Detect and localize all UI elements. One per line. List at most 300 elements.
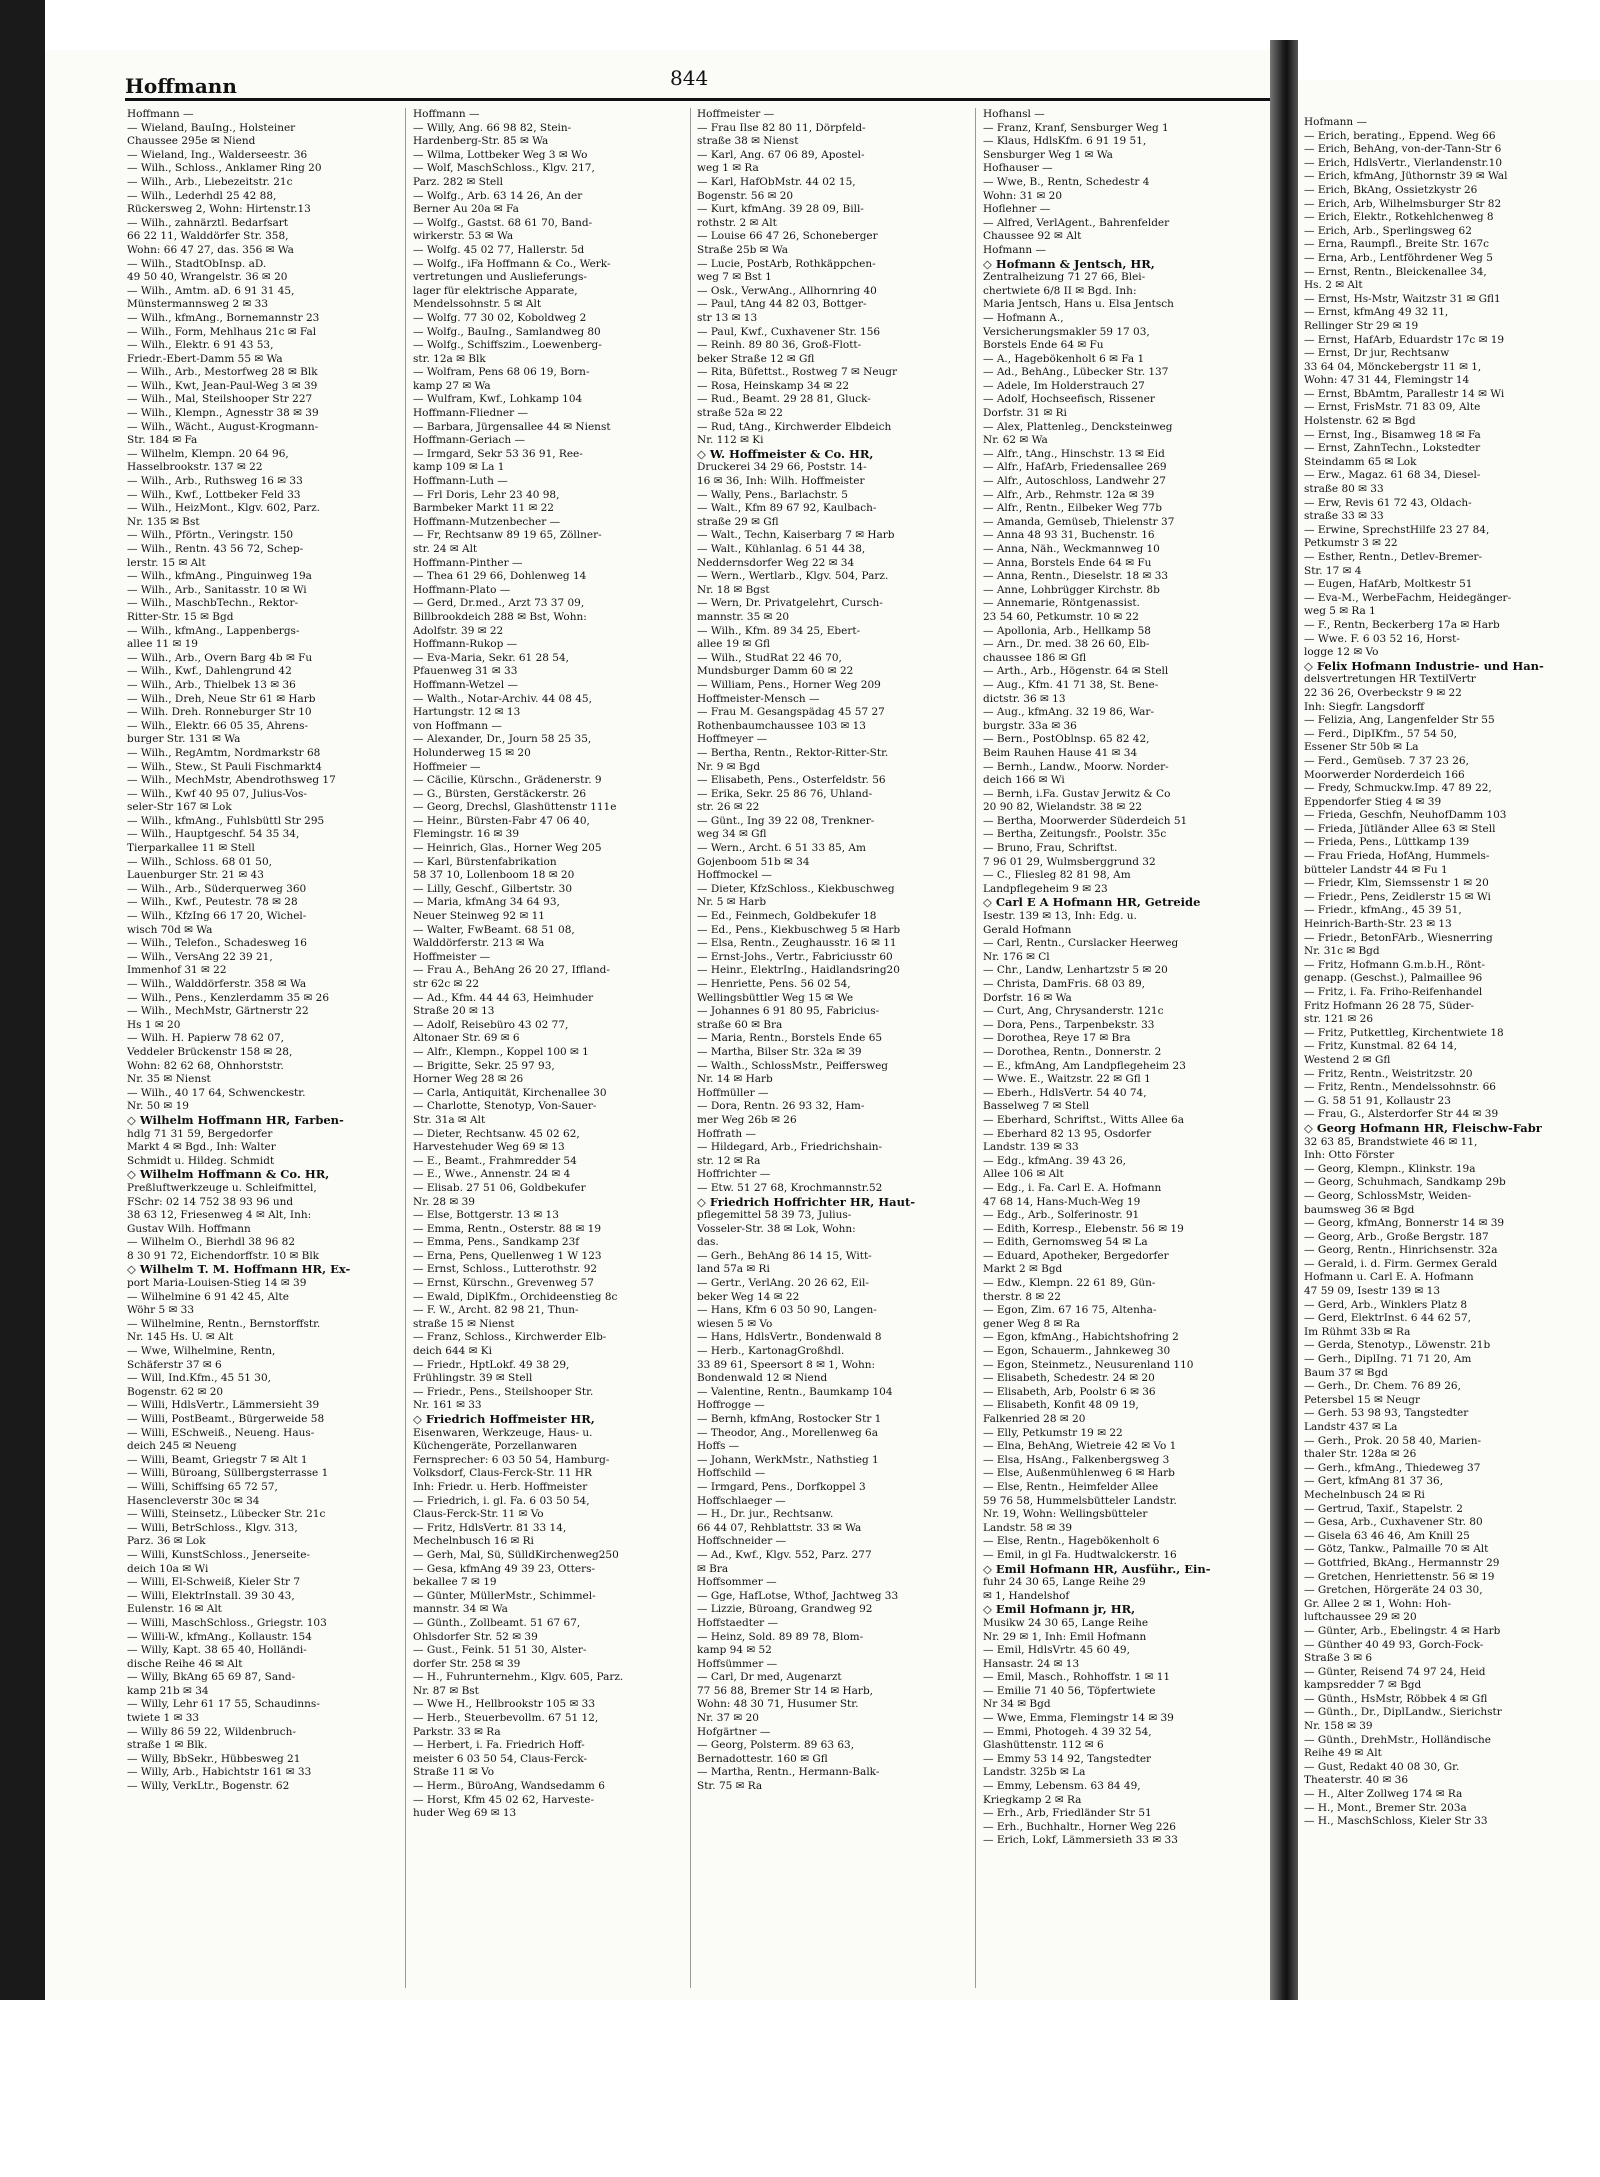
directory-entry: Nr. 176 ✉ Cl	[983, 950, 1050, 963]
directory-entry: — Else, Rentn., Heimfelder Allee	[983, 1480, 1159, 1493]
directory-entry: Wohn: 66 47 27, das. 356 ✉ Wa	[127, 243, 294, 256]
directory-entry: — Wwe. E., Waitzstr. 22 ✉ Gfl 1	[983, 1073, 1151, 1086]
directory-entry: fuhr 24 30 65, Lange Reihe 29	[983, 1576, 1146, 1589]
directory-entry: — Wilh., Arb., Overn Barg 4b ✉ Fu	[127, 651, 313, 664]
directory-entry: — Wilh., 40 17 64, Schwenckestr.	[127, 1086, 306, 1099]
directory-entry: Nr. 19, Wohn: Wellingsbütteler	[983, 1508, 1148, 1521]
directory-entry: — Gerd, Dr.med., Arzt 73 37 09,	[413, 597, 585, 610]
directory-entry: Mendelssohnstr. 5 ✉ Alt	[413, 298, 542, 311]
directory-entry: Hoffmann-Pinther —	[413, 556, 523, 569]
directory-entry: beker Weg 14 ✉ 22	[697, 1290, 800, 1303]
directory-entry: Sensburger Weg 1 ✉ Wa	[983, 148, 1113, 161]
directory-entry: — Heinz, Sold. 89 89 78, Blom-	[697, 1630, 864, 1643]
directory-entry: — Wolfg., Arb. 63 14 26, An der	[413, 189, 583, 202]
directory-entry: — Willi, MaschSchloss., Griegstr. 103	[127, 1616, 327, 1629]
directory-entry: — Carla, Antiquität, Kirchenallee 30	[413, 1086, 607, 1099]
directory-entry: Hoffmeister —	[697, 108, 775, 120]
firm-entry: ◇ Wilhelm Hoffmann HR, Farben-	[127, 1113, 344, 1127]
directory-entry: Versicherungsmakler 59 17 03,	[983, 325, 1150, 338]
directory-entry: — Willi, Schiffsing 65 72 57,	[127, 1480, 278, 1493]
directory-entry: — Friedrich, i. gl. Fa. 6 03 50 54,	[413, 1494, 590, 1507]
directory-entry: — Egon, Schauerm., Jahnkeweg 30	[983, 1345, 1171, 1358]
directory-entry: — Wilh., Pens., Kenzlerdamm 35 ✉ 26	[127, 991, 329, 1004]
directory-entry: — Elly, Petkumstr 19 ✉ 22	[983, 1426, 1123, 1439]
directory-entry: ✉ Bra	[697, 1562, 729, 1575]
directory-entry: 33 89 61, Speersort 8 ✉ 1, Wohn:	[697, 1358, 876, 1371]
directory-entry: mannstr. 34 ✉ Wa	[413, 1603, 508, 1616]
directory-entry: weg 34 ✉ Gfl	[697, 828, 767, 841]
directory-entry: Isestr. 139 ✉ 13, Inh: Edg. u.	[983, 910, 1137, 923]
directory-entry: — Lizzie, Büroang, Grandweg 92	[697, 1603, 873, 1616]
directory-entry: therstr. 8 ✉ 22	[983, 1290, 1061, 1303]
directory-entry: — Günth., HsMstr, Röbbek 4 ✉ Gfl	[1304, 1692, 1488, 1705]
directory-entry: Wohn: 47 31 44, Flemingstr 14	[1304, 374, 1470, 387]
directory-entry: — Thea 61 29 66, Dohlenweg 14	[413, 570, 587, 583]
directory-entry: Hoffmann-Geriach —	[413, 434, 525, 447]
directory-entry: — Lucie, PostArb, Rothkäppchen-	[697, 257, 876, 270]
directory-entry: — Bertha, Moorwerder Süderdeich 51	[983, 814, 1188, 827]
directory-entry: Str. 17 ✉ 4	[1304, 564, 1362, 577]
directory-entry: seler-Str 167 ✉ Lok	[127, 801, 232, 814]
directory-entry: dische Reihe 46 ✉ Alt	[127, 1657, 243, 1670]
directory-entry: — Gerh. 53 98 93, Tangstedter	[1304, 1407, 1469, 1420]
directory-entry: 47 59 09, Isestr 139 ✉ 13	[1304, 1285, 1441, 1298]
directory-entry: 47 68 14, Hans-Much-Weg 19	[983, 1195, 1141, 1208]
page-title: Hoffmann	[125, 74, 237, 98]
directory-entry: 38 63 12, Friesenweg 4 ✉ Alt, Inh:	[127, 1209, 312, 1222]
directory-entry: Frühlingstr. 39 ✉ Stell	[413, 1372, 533, 1385]
directory-entry: — Frieda, Geschfn, NeuhofDamm 103	[1304, 809, 1507, 822]
directory-entry: — Ernst, kfmAng 49 32 11,	[1304, 306, 1449, 319]
directory-entry: — Edg., kfmAng. 39 43 26,	[983, 1154, 1127, 1167]
directory-entry: — Emil, in gl Fa. Hudtwalckerstr. 16	[983, 1548, 1177, 1561]
directory-entry: Hoffrath —	[697, 1127, 757, 1140]
directory-entry: — Friedr, Klm, Siemssenstr 1 ✉ 20	[1304, 877, 1489, 890]
directory-entry: Borstels Ende 64 ✉ Fu	[983, 339, 1104, 352]
directory-entry: — Amanda, Gemüseb, Thielenstr 37	[983, 515, 1175, 528]
directory-entry: Inh: Friedr. u. Herb. Hoffmeister	[413, 1480, 588, 1493]
directory-entry: — Adolf, Reisebüro 43 02 77,	[413, 1018, 569, 1031]
directory-entry: — Aug., kfmAng. 32 19 86, War-	[983, 706, 1155, 719]
directory-entry: — Wwe, B., Rentn, Schedestr 4	[983, 175, 1150, 188]
directory-entry: — Louise 66 47 26, Schoneberger	[697, 230, 878, 243]
directory-entry: — Dieter, KfzSchloss., Kiekbuschweg	[697, 882, 895, 895]
directory-entry: Schäferstr 37 ✉ 6	[127, 1358, 222, 1371]
directory-entry: Landstr 437 ✉ La	[1304, 1421, 1398, 1433]
directory-entry: — Günth., DrehMstr., Holländische	[1304, 1733, 1491, 1746]
directory-entry: Hoffmann —	[413, 108, 480, 120]
directory-entry: Hoffmann-Plato —	[413, 583, 511, 596]
directory-entry: — Johann, WerkMstr., Nathstieg 1	[697, 1453, 879, 1466]
header-rule	[125, 98, 1270, 101]
directory-entry: — Eva-M., WerbeFachm, Heidegänger-	[1304, 591, 1512, 604]
directory-entry: logge 12 ✉ Vo	[1304, 646, 1379, 659]
directory-entry: — Günt., Ing 39 22 08, Trenkner-	[697, 814, 875, 827]
directory-entry: pflegemittel 58 39 73, Julius-	[697, 1209, 852, 1222]
directory-entry: — Valentine, Rentn., Baumkamp 104	[697, 1385, 893, 1398]
directory-entry: — Ernst-Johs., Vertr., Fabriciusstr 60	[697, 950, 893, 963]
directory-entry: Lauenburger Str. 21 ✉ 43	[127, 869, 264, 882]
directory-entry: — Friedr., HptLokf. 49 38 29,	[413, 1358, 570, 1371]
directory-entry: Hoffmüller —	[697, 1086, 769, 1099]
directory-entry: mer Weg 26b ✉ 26	[697, 1113, 797, 1126]
directory-entry: — Wilh., Kwf., Peutestr. 78 ✉ 28	[127, 896, 298, 909]
firm-entry: ◇ Emil Hofmann HR, Ausführ., Ein-	[983, 1562, 1211, 1576]
directory-entry: straße 80 ✉ 33	[1304, 483, 1384, 496]
directory-entry: — Reinh. 89 80 36, Groß-Flott-	[697, 339, 862, 352]
directory-entry: — Arn., Dr. med. 38 26 60, Elb-	[983, 638, 1150, 651]
directory-entry: Mechelnbusch 16 ✉ Ri	[413, 1535, 534, 1548]
directory-entry: — Georg, Klempn., Klinkstr. 19a	[1304, 1162, 1476, 1175]
directory-entry: bekallee 7 ✉ 19	[413, 1576, 497, 1589]
directory-entry: Gojenboom 51b ✉ 34	[697, 855, 810, 868]
directory-entry: — Elna, BehAng, Wietreie 42 ✉ Vo 1	[983, 1440, 1177, 1453]
directory-entry: Hoffschneider —	[697, 1535, 787, 1548]
directory-entry: — Elisabeth, Pens., Osterfeldstr. 56	[697, 774, 886, 787]
directory-entry: — Gretchen, Henriettenstr. 56 ✉ 19	[1304, 1570, 1495, 1583]
directory-entry: — Wolfg., Gastst. 68 61 70, Band-	[413, 216, 593, 229]
directory-entry: Landstr. 139 ✉ 33	[983, 1141, 1079, 1154]
directory-entry: — Frl Doris, Lehr 23 40 98,	[413, 488, 560, 501]
directory-entry: Hofgärtner —	[697, 1725, 771, 1738]
directory-entry: — Elisabeth, Arb, Poolstr 6 ✉ 36	[983, 1385, 1156, 1398]
directory-entry: — Willy, Ang. 66 98 82, Stein-	[413, 121, 572, 134]
directory-entry: 16 ✉ 36, Inh: Wilh. Hoffmeister	[697, 475, 865, 488]
directory-entry: — Christa, DamFris. 68 03 89,	[983, 978, 1146, 990]
directory-entry: 7 96 01 29, Wulmsberggrund 32	[983, 855, 1156, 868]
directory-entry: str. 26 ✉ 22	[697, 801, 760, 814]
directory-entry: Hoffrogge —	[697, 1399, 765, 1412]
directory-entry: — Wieland, BauIng., Holsteiner	[127, 121, 296, 134]
directory-entry: — Klaus, HdlsKfm. 6 91 19 51,	[983, 135, 1147, 148]
directory-entry: lager für elektrische Apparate,	[413, 284, 578, 297]
directory-entry: — Walt., Kühlanlag. 6 51 44 38,	[697, 543, 866, 555]
directory-entry: — Frau A., BehAng 26 20 27, Iffland-	[413, 964, 610, 977]
directory-entry: — Wern, Dr. Privatgelehrt, Cursch-	[697, 597, 883, 610]
directory-entry: weg 5 ✉ Ra 1	[1304, 605, 1376, 618]
directory-entry: — Wilh., Walddörferstr. 358 ✉ Wa	[127, 978, 307, 990]
directory-entry: — Edg., Arb., Solferinostr. 91	[983, 1209, 1140, 1222]
directory-entry: Claus-Ferck-Str. 11 ✉ Vo	[413, 1508, 544, 1521]
directory-entry: — Wolfram, Pens 68 06 19, Born-	[413, 366, 590, 379]
directory-entry: 58 37 10, Lollenboom 18 ✉ 20	[413, 869, 575, 882]
directory-entry: — Günther 40 49 93, Gorch-Fock-	[1304, 1638, 1484, 1651]
directory-entry: — Will, Ind.Kfm., 45 51 30,	[127, 1372, 271, 1385]
directory-entry: Hofmann u. Carl E. A. Hofmann	[1304, 1271, 1474, 1284]
directory-entry: weg 7 ✉ Bst 1	[697, 271, 772, 284]
directory-entry: — Wilh., MechMstr, Abendrothsweg 17	[127, 774, 336, 787]
directory-entry: deich 644 ✉ Ki	[413, 1345, 492, 1358]
directory-entry: — Eduard, Apotheker, Bergedorfer	[983, 1249, 1169, 1262]
directory-entry: — Frau Frieda, HofAng, Hummels-	[1304, 850, 1490, 863]
directory-entry: deich 166 ✉ Wi	[983, 774, 1065, 787]
directory-entry: — Carl, Dr med, Augenarzt	[697, 1671, 842, 1684]
directory-page	[45, 50, 1270, 2000]
directory-entry: Hoffmann-Mutzenbecher —	[413, 515, 561, 528]
directory-entry: Gustav Wilh. Hoffmann	[127, 1222, 251, 1235]
directory-entry: — Gerh., Prok. 20 58 40, Marien-	[1304, 1434, 1482, 1447]
directory-entry: — Fritz, Kunstmal. 82 64 14,	[1304, 1040, 1458, 1053]
directory-entry: — Ed., Feinmech, Goldbekufer 18	[697, 910, 877, 923]
directory-entry: — Willi, Steinsetz., Lübecker Str. 21c	[127, 1508, 326, 1521]
directory-entry: — Wilh., Rentn. 43 56 72, Schep-	[127, 543, 304, 555]
directory-entry: — Hans, HdlsVertr., Bondenwald 8	[697, 1331, 882, 1344]
directory-entry: Westend 2 ✉ Gfl	[1304, 1053, 1391, 1066]
directory-entry: — Hofmann A.,	[983, 311, 1064, 324]
directory-entry: — Walth., Notar-Archiv. 44 08 45,	[413, 692, 592, 705]
directory-entry: — Erw., Magaz. 61 68 34, Diesel-	[1304, 469, 1481, 482]
directory-entry: — Alfr., Autoschloss, Landwehr 27	[983, 475, 1166, 488]
directory-entry: — Gretchen, Hörgeräte 24 03 30,	[1304, 1584, 1483, 1597]
directory-entry: — Emmy 53 14 92, Tangstedter	[983, 1752, 1152, 1765]
directory-entry: — Willi, El-Schweiß, Kieler Str 7	[127, 1576, 301, 1589]
directory-entry: — Barbara, Jürgensallee 44 ✉ Nienst	[413, 420, 611, 433]
directory-entry: — Wilh., MaschbTechn., Rektor-	[127, 597, 299, 610]
directory-entry: Wohn: 31 ✉ 20	[983, 189, 1062, 202]
directory-entry: str. 121 ✉ 26	[1304, 1013, 1374, 1026]
directory-entry: — Rosa, Heinskamp 34 ✉ 22	[697, 379, 850, 392]
directory-entry: Hoffmockel —	[697, 869, 772, 882]
directory-entry: wiesen 5 ✉ Vo	[697, 1317, 773, 1330]
directory-entry: — Wilh., Lederhdl 25 42 88,	[127, 189, 277, 202]
directory-entry: Schmidt u. Hildeg. Schmidt	[127, 1154, 275, 1167]
directory-entry: Hoffrichter —	[697, 1168, 771, 1181]
directory-entry: Nr. 145 Hs. U. ✉ Alt	[127, 1331, 234, 1344]
directory-entry: — Wilh., Elektr. 66 05 35, Ahrens-	[127, 719, 309, 732]
directory-entry: — Egon, kfmAng., Habichtshofring 2	[983, 1331, 1179, 1344]
directory-entry: — Wolfg., iFa Hoffmann & Co., Werk-	[413, 257, 611, 270]
directory-entry: — Fritz, Hofmann G.m.b.H., Rönt-	[1304, 958, 1486, 971]
directory-entry: — Emil, Masch., Rohhoffstr. 1 ✉ 11	[983, 1671, 1171, 1684]
directory-entry: — Maria, Rentn., Borstels Ende 65	[697, 1032, 883, 1045]
directory-entry: port Maria-Louisen-Stieg 14 ✉ 39	[127, 1277, 307, 1290]
directory-entry: — Wolfg. 45 02 77, Hallerstr. 5d	[413, 243, 585, 256]
directory-entry: Chaussee 295e ✉ Niend	[127, 135, 256, 148]
directory-entry: — Günth., Dr., DiplLandw., Sierichstr	[1304, 1706, 1502, 1719]
directory-entry: Hoffmann-Fliedner —	[413, 407, 528, 420]
directory-entry: — Wilh., StadtObInsp. aD.	[127, 257, 267, 270]
directory-entry: — Walt., Techn, Kaiserbarg 7 ✉ Harb	[697, 529, 895, 542]
directory-entry: Straße 11 ✉ Vo	[413, 1766, 495, 1779]
directory-entry: — Henriette, Pens. 56 02 54,	[697, 978, 851, 990]
directory-entry: Allee 106 ✉ Alt	[983, 1168, 1064, 1181]
firm-entry: ◇ Hofmann & Jentsch, HR,	[983, 257, 1155, 271]
directory-entry: Flemingstr. 16 ✉ 39	[413, 828, 519, 841]
directory-entry: Nr. 50 ✉ 19	[127, 1100, 189, 1113]
directory-entry: Walddörferstr. 213 ✉ Wa	[413, 937, 545, 950]
directory-entry: — Wilh., Arb., Sanitasstr. 10 ✉ Wi	[127, 583, 307, 596]
directory-entry: huder Weg 69 ✉ 13	[413, 1807, 517, 1820]
directory-entry: — Willy 86 59 22, Wildenbruch-	[127, 1725, 296, 1738]
directory-entry: Inh: Siegfr. Langsdorff	[1304, 700, 1425, 713]
directory-entry: — Egon, Zim. 67 16 75, Altenha-	[983, 1304, 1157, 1317]
directory-entry: — E., Beamt., Frahmredder 54	[413, 1154, 577, 1167]
directory-entry: — E., Wwe., Annenstr. 24 ✉ 4	[413, 1168, 571, 1181]
directory-entry: Friedr.-Ebert-Damm 55 ✉ Wa	[127, 352, 283, 365]
directory-entry: — Eugen, HafArb, Moltkestr 51	[1304, 578, 1473, 591]
directory-entry: luftchaussee 29 ✉ 20	[1304, 1611, 1417, 1624]
directory-entry: — Wwe, Wilhelmine, Rentn,	[127, 1345, 276, 1358]
directory-entry: Hoffsümmer —	[697, 1657, 778, 1670]
directory-entry: thaler Str. 128a ✉ 26	[1304, 1448, 1417, 1461]
directory-entry: — Herb., Steuerbevollm. 67 51 12,	[413, 1712, 599, 1725]
directory-entry: Ohlsdorfer Str. 52 ✉ 39	[413, 1630, 538, 1643]
directory-entry: allee 19 ✉ Gfl	[697, 638, 770, 651]
directory-entry: — Gerh., BehAng 86 14 15, Witt-	[697, 1249, 872, 1262]
directory-entry: Hardenberg-Str. 85 ✉ Wa	[413, 135, 549, 148]
directory-entry: — G., Bürsten, Gerstäckerstr. 26	[413, 787, 587, 800]
directory-entry: Rothenbaumchaussee 103 ✉ 13	[697, 719, 866, 732]
directory-entry: — Friedr., Pens., Steilshooper Str.	[413, 1385, 594, 1398]
directory-entry: Barmbeker Markt 11 ✉ 22	[413, 502, 554, 515]
directory-entry: Fernsprecher: 6 03 50 54, Hamburg-	[413, 1453, 610, 1466]
directory-entry: — Willi, PostBeamt., Bürgerweide 58	[127, 1413, 325, 1425]
directory-entry: — Wern., Wertlarb., Klgv. 504, Parz.	[697, 570, 889, 583]
directory-entry: Hansastr. 24 ✉ 13	[983, 1657, 1080, 1670]
directory-entry: — Gertr., VerlAng. 20 26 62, Eil-	[697, 1277, 869, 1290]
directory-entry: — Wilh., Amtm. aD. 6 91 31 45,	[127, 284, 295, 297]
directory-entry: str. 12a ✉ Blk	[413, 352, 486, 365]
directory-entry: — Georg, kfmAng, Bonnerstr 14 ✉ 39	[1304, 1217, 1505, 1230]
directory-entry: Volksdorf, Claus-Ferck-Str. 11 HR	[413, 1467, 592, 1480]
directory-entry: Basselweg 7 ✉ Stell	[983, 1100, 1090, 1113]
directory-entry: — Willy, Kapt. 38 65 40, Holländi-	[127, 1644, 307, 1657]
column-divider	[975, 108, 976, 1988]
directory-entry: — Frieda, Jütländer Allee 63 ✉ Stell	[1304, 822, 1496, 835]
directory-entry: Straße 20 ✉ 13	[413, 1005, 495, 1018]
directory-entry: — Wilh., Kwt, Jean-Paul-Weg 3 ✉ 39	[127, 379, 318, 392]
directory-entry: — Wilh., kfmAng., Lappenbergs-	[127, 624, 300, 637]
directory-entry: kamp 94 ✉ 52	[697, 1644, 772, 1657]
directory-entry: meister 6 03 50 54, Claus-Ferck-	[413, 1752, 588, 1765]
directory-entry: straße 33 ✉ 33	[1304, 510, 1384, 523]
directory-entry: Chaussee 92 ✉ Alt	[983, 230, 1082, 243]
firm-entry: ◇ W. Hoffmeister & Co. HR,	[697, 447, 874, 461]
directory-entry: Landpflegeheim 9 ✉ 23	[983, 882, 1108, 895]
directory-entry: — Wwe, Emma, Flemingstr 14 ✉ 39	[983, 1712, 1174, 1725]
directory-entry: Hasencleverstr 30c ✉ 34	[127, 1494, 260, 1507]
directory-entry: — Wilh., Arb., Liebezeitstr. 21c	[127, 175, 293, 188]
directory-entry: — Kurt, kfmAng. 39 28 09, Bill-	[697, 203, 864, 216]
directory-entry: Hoffmann-Luth —	[413, 475, 508, 488]
directory-entry: — Fritz, HdlsVertr. 81 33 14,	[413, 1521, 567, 1534]
directory-entry: — Günter, Arb., Ebelingstr. 4 ✉ Harb	[1304, 1624, 1501, 1637]
directory-entry: — Erich, Lokf, Lämmersieth 33 ✉ 33	[983, 1834, 1178, 1847]
directory-entry: Hasselbrookstr. 137 ✉ 22	[127, 461, 263, 474]
directory-entry: — Osk., VerwAng., Allhornring 40	[697, 284, 877, 297]
directory-entry: — Aug., Kfm. 41 71 38, St. Bene-	[983, 678, 1159, 691]
directory-entry: — William, Pens., Horner Weg 209	[697, 678, 881, 691]
directory-entry: — Ferd., Gemüseb. 7 37 23 26,	[1304, 754, 1469, 767]
directory-entry: Nr. 35 ✉ Nienst	[127, 1073, 211, 1086]
directory-entry: — Elsa, Rentn., Zeughausstr. 16 ✉ 11	[697, 937, 897, 950]
directory-entry: — Felizia, Ang, Langenfelder Str 55	[1304, 714, 1495, 727]
directory-entry: — Fritz, Putkettleg, Kirchentwiete 18	[1304, 1026, 1504, 1039]
directory-entry: — Erich, Elektr., Rotkehlchenweg 8	[1304, 211, 1494, 224]
directory-entry: — Günter, MüllerMstr., Schimmel-	[413, 1589, 596, 1602]
directory-entry: Harvestehuder Weg 69 ✉ 13	[413, 1141, 565, 1154]
firm-entry: ◇ Georg Hofmann HR, Fleischw-Fabr	[1304, 1121, 1542, 1135]
directory-entry: — Wilh., Wächt., August-Krogmann-	[127, 420, 319, 433]
directory-entry: — Eberhard 82 13 95, Osdorfer	[983, 1127, 1152, 1140]
directory-entry: wirkerstr. 53 ✉ Wa	[413, 230, 514, 243]
directory-entry: 23 54 60, Petkumstr. 10 ✉ 22	[983, 610, 1139, 623]
directory-entry: — Fritz, Rentn., Weistritzstr. 20	[1304, 1067, 1473, 1080]
directory-entry: — H., Fuhrunternehm., Klgv. 605, Parz.	[413, 1671, 624, 1684]
directory-entry: — Willy, Lehr 61 17 55, Schaudinns-	[127, 1698, 320, 1711]
directory-entry: — Frau, G., Alsterdorfer Str 44 ✉ 39	[1304, 1108, 1499, 1121]
directory-entry: — Apollonia, Arb., Hellkamp 58	[983, 624, 1151, 637]
directory-entry: Landstr. 58 ✉ 39	[983, 1521, 1073, 1534]
directory-entry: delsvertretungen HR TextilVertr	[1304, 673, 1476, 686]
directory-entry: Bogenstr. 62 ✉ 20	[127, 1385, 224, 1398]
directory-entry: — C., Fliesleg 82 81 98, Am	[983, 869, 1131, 882]
directory-entry: deich 10a ✉ Wi	[127, 1562, 209, 1575]
directory-entry: — Wilh., Kfm. 89 34 25, Ebert-	[697, 624, 861, 637]
directory-entry: — Eva-Maria, Sekr. 61 28 54,	[413, 651, 569, 664]
directory-entry: 77 56 88, Bremer Str 14 ✉ Harb,	[697, 1684, 874, 1697]
directory-column-2	[413, 108, 688, 1988]
directory-entry: Hoffschlaeger —	[697, 1494, 786, 1507]
directory-entry: — Anna, Näh., Weckmannweg 10	[983, 543, 1160, 555]
directory-entry: — Friedr., kfmAng., 45 39 51,	[1304, 904, 1462, 917]
directory-entry: — Erna, Raumpfl., Breite Str. 167c	[1304, 238, 1490, 251]
directory-entry: — H., Mont., Bremer Str. 203a	[1304, 1801, 1467, 1814]
directory-entry: — Gerh, Mal, Sü, SülldKirchenweg250	[413, 1548, 619, 1561]
directory-entry: — Theodor, Ang., Morellenweg 6a	[697, 1426, 879, 1439]
directory-entry: — Wilh., Telefon., Schadesweg 16	[127, 937, 307, 950]
directory-entry: — Alfr., HafArb, Friedensallee 269	[983, 461, 1167, 474]
directory-entry: — Ferd., DipIKfm., 57 54 50,	[1304, 727, 1457, 740]
directory-entry: — Ernst, BbAmtm, Parallestr 14 ✉ Wi	[1304, 387, 1505, 400]
directory-entry: — Gisela 63 46 46, Am Knill 25	[1304, 1529, 1470, 1542]
directory-entry: Nr. 112 ✉ Ki	[697, 434, 764, 447]
directory-entry: Holunderweg 15 ✉ 20	[413, 746, 531, 759]
directory-entry: Falkenried 28 ✉ 20	[983, 1413, 1086, 1425]
directory-entry: — Erich, Arb., Sperlingsweg 62	[1304, 224, 1472, 237]
directory-entry: — Bertha, Rentn., Rektor-Ritter-Str.	[697, 746, 889, 759]
directory-entry: — Wilh., Arb., Thielbek 13 ✉ 36	[127, 678, 296, 691]
directory-entry: wisch 70d ✉ Wa	[127, 923, 213, 936]
directory-entry: Nr. 14 ✉ Harb	[697, 1073, 773, 1086]
directory-entry: — Martha, Rentn., Hermann-Balk-	[697, 1766, 880, 1779]
directory-entry: Hs. 2 ✉ Alt	[1304, 279, 1363, 292]
directory-entry: mannstr. 35 ✉ 20	[697, 610, 790, 623]
firm-entry: ◇ Wilhelm T. M. Hoffmann HR, Ex-	[127, 1263, 351, 1277]
directory-entry: Ritter-Str. 15 ✉ Bgd	[127, 610, 234, 623]
directory-entry: 49 50 40, Wrangelstr. 36 ✉ 20	[127, 271, 288, 284]
directory-entry: vertretungen und Auslieferungs-	[413, 271, 587, 284]
directory-entry: — Martha, Bilser Str. 32a ✉ 39	[697, 1045, 862, 1058]
directory-entry: — Wilh., zahnärztl. Bedarfsart	[127, 216, 289, 229]
directory-column-4	[983, 108, 1258, 1988]
directory-entry: Holstenstr. 62 ✉ Bgd	[1304, 415, 1416, 428]
directory-entry: — Paul, tAng 44 82 03, Bottger-	[697, 298, 867, 311]
directory-entry: Dorfstr. 31 ✉ Ri	[983, 407, 1067, 420]
directory-entry: — Gerh., DiplIng. 71 71 20, Am	[1304, 1353, 1472, 1366]
directory-entry: Wohn: 48 30 71, Husumer Str.	[697, 1698, 859, 1711]
directory-entry: allee 11 ✉ 19	[127, 638, 198, 651]
directory-entry: Maria Jentsch, Hans u. Elsa Jentsch	[983, 298, 1174, 311]
directory-entry: FSchr: 02 14 752 38 93 96 und	[127, 1195, 294, 1208]
directory-entry: — Eberhard, Schriftst., Witts Allee 6a	[983, 1113, 1184, 1126]
directory-entry: straße 29 ✉ Gfl	[697, 515, 779, 528]
directory-entry: Hoflehner —	[983, 203, 1051, 216]
directory-entry: — Dorothea, Rentn., Donnerstr. 2	[983, 1045, 1162, 1058]
directory-entry: genapp. (Geschst.), Palmaillee 96	[1304, 972, 1483, 985]
directory-entry: Nr. 31c ✉ Bgd	[1304, 945, 1380, 958]
directory-entry: Wellingsbüttler Weg 15 ✉ We	[697, 991, 854, 1004]
